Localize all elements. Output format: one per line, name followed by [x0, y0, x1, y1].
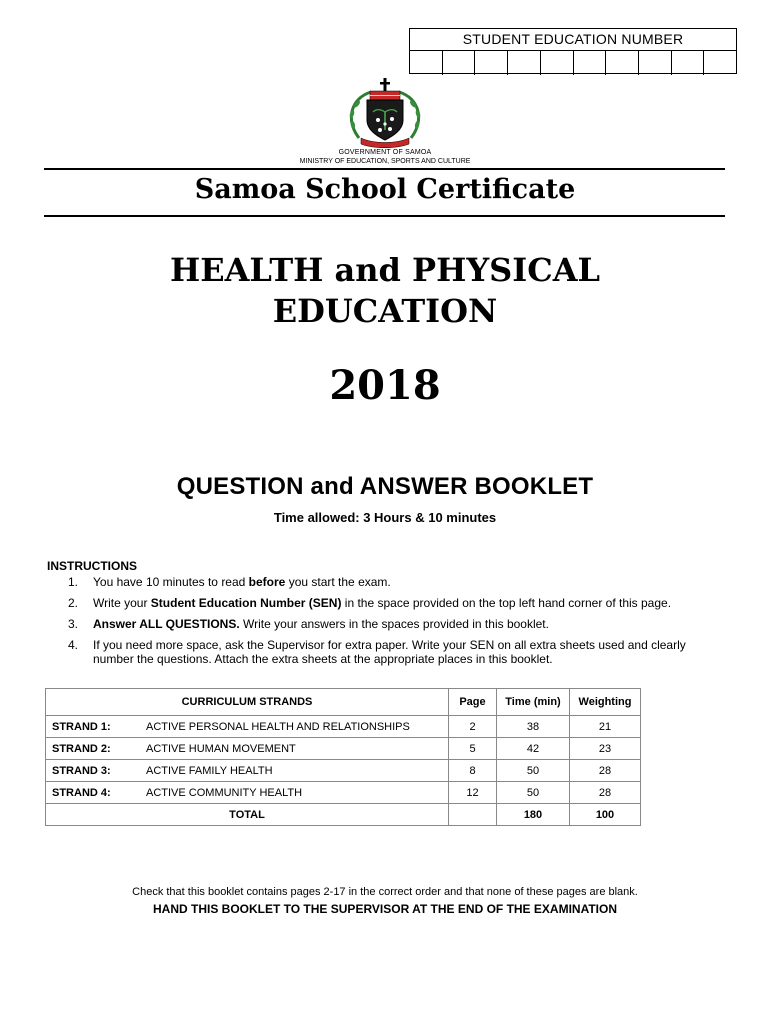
- instruction-text: You have 10 minutes to read before you start the exam.: [93, 575, 391, 589]
- sen-cell[interactable]: [704, 51, 736, 75]
- subject-line-1: HEALTH and PHYSICAL: [169, 251, 601, 289]
- table-total-row: [46, 804, 641, 826]
- strand-time: 42: [497, 738, 570, 760]
- divider-bottom: [44, 215, 725, 217]
- table-row: [46, 738, 641, 760]
- time-allowed: Time allowed: 3 Hours & 10 minutes: [273, 510, 497, 525]
- strand-name: ACTIVE HUMAN MOVEMENT: [140, 738, 449, 760]
- ministry-name: MINISTRY OF EDUCATION, SPORTS AND CULTURE: [299, 158, 471, 165]
- strand-label: STRAND 2:: [46, 738, 141, 760]
- instruction-item: [68, 596, 728, 610]
- header-strands: CURRICULUM STRANDS: [46, 689, 449, 716]
- page-check-note: Check that this booklet contains pages 2-17 in the correct order and that none of these pages are blank.: [132, 886, 638, 898]
- header-weighting: Weighting: [570, 689, 641, 716]
- sen-cell[interactable]: [574, 51, 607, 75]
- government-name: GOVERNMENT OF SAMOA: [338, 149, 432, 156]
- strand-page: 5: [449, 738, 497, 760]
- instruction-item: [68, 575, 728, 589]
- samoa-coat-of-arms-icon: [337, 78, 433, 150]
- sen-label: STUDENT EDUCATION NUMBER: [410, 29, 736, 51]
- total-page: [449, 804, 497, 826]
- exam-year: 2018: [329, 362, 441, 409]
- instruction-text: Write your Student Education Number (SEN) in the space provided on the top left hand corner of this page.: [93, 596, 672, 610]
- table-row: [46, 716, 641, 738]
- strand-name: ACTIVE PERSONAL HEALTH AND RELATIONSHIPS: [140, 716, 449, 738]
- strand-weighting: 28: [570, 782, 641, 804]
- sen-cells: [410, 51, 736, 75]
- instruction-text: Answer ALL QUESTIONS. Write your answers in the spaces provided in this booklet.: [93, 617, 549, 631]
- sen-cell[interactable]: [541, 51, 574, 75]
- instruction-number: 2.: [68, 596, 79, 610]
- sen-cell[interactable]: [606, 51, 639, 75]
- subject-line-2: EDUCATION: [272, 292, 498, 330]
- strand-time: 50: [497, 760, 570, 782]
- sen-cell[interactable]: [410, 51, 443, 75]
- header-time: Time (min): [497, 689, 570, 716]
- strand-label: STRAND 1:: [46, 716, 141, 738]
- total-label: TOTAL: [46, 804, 449, 826]
- instruction-item: [68, 638, 728, 666]
- sen-cell[interactable]: [508, 51, 541, 75]
- strand-weighting: 23: [570, 738, 641, 760]
- curriculum-strands-table: [45, 688, 641, 826]
- sen-cell[interactable]: [639, 51, 672, 75]
- instruction-text: If you need more space, ask the Supervisor for extra paper. Write your SEN on all extra sheets used and clearly number the questions. Attach the extra sheets at the appropriate places in this booklet.: [93, 638, 686, 666]
- student-education-number-box: [409, 28, 737, 74]
- strand-name: ACTIVE COMMUNITY HEALTH: [140, 782, 449, 804]
- table-row: [46, 782, 641, 804]
- booklet-title: QUESTION and ANSWER BOOKLET: [176, 473, 594, 500]
- strand-label: STRAND 4:: [46, 782, 141, 804]
- strand-label: STRAND 3:: [46, 760, 141, 782]
- divider-top: [44, 168, 725, 170]
- sen-cell[interactable]: [475, 51, 508, 75]
- instructions-heading: INSTRUCTIONS: [47, 559, 137, 573]
- instruction-number: 1.: [68, 575, 79, 589]
- sen-cell[interactable]: [672, 51, 705, 75]
- strand-time: 50: [497, 782, 570, 804]
- strand-name: ACTIVE FAMILY HEALTH: [140, 760, 449, 782]
- hand-in-note: HAND THIS BOOKLET TO THE SUPERVISOR AT THE END OF THE EXAMINATION: [152, 902, 618, 916]
- strand-weighting: 28: [570, 760, 641, 782]
- table-row: [46, 760, 641, 782]
- strand-page: 2: [449, 716, 497, 738]
- sen-cell[interactable]: [443, 51, 476, 75]
- strand-page: 12: [449, 782, 497, 804]
- strand-page: 8: [449, 760, 497, 782]
- instruction-number: 3.: [68, 617, 79, 631]
- total-time: 180: [497, 804, 570, 826]
- strand-weighting: 21: [570, 716, 641, 738]
- subject-title: [0, 250, 770, 332]
- certificate-title: Samoa School Certificate: [194, 174, 576, 205]
- table-header-row: [46, 689, 641, 716]
- instruction-item: [68, 617, 728, 631]
- instruction-number: 4.: [68, 638, 79, 652]
- total-weighting: 100: [570, 804, 641, 826]
- instructions-list: [68, 575, 728, 673]
- strand-time: 38: [497, 716, 570, 738]
- header-page: Page: [449, 689, 497, 716]
